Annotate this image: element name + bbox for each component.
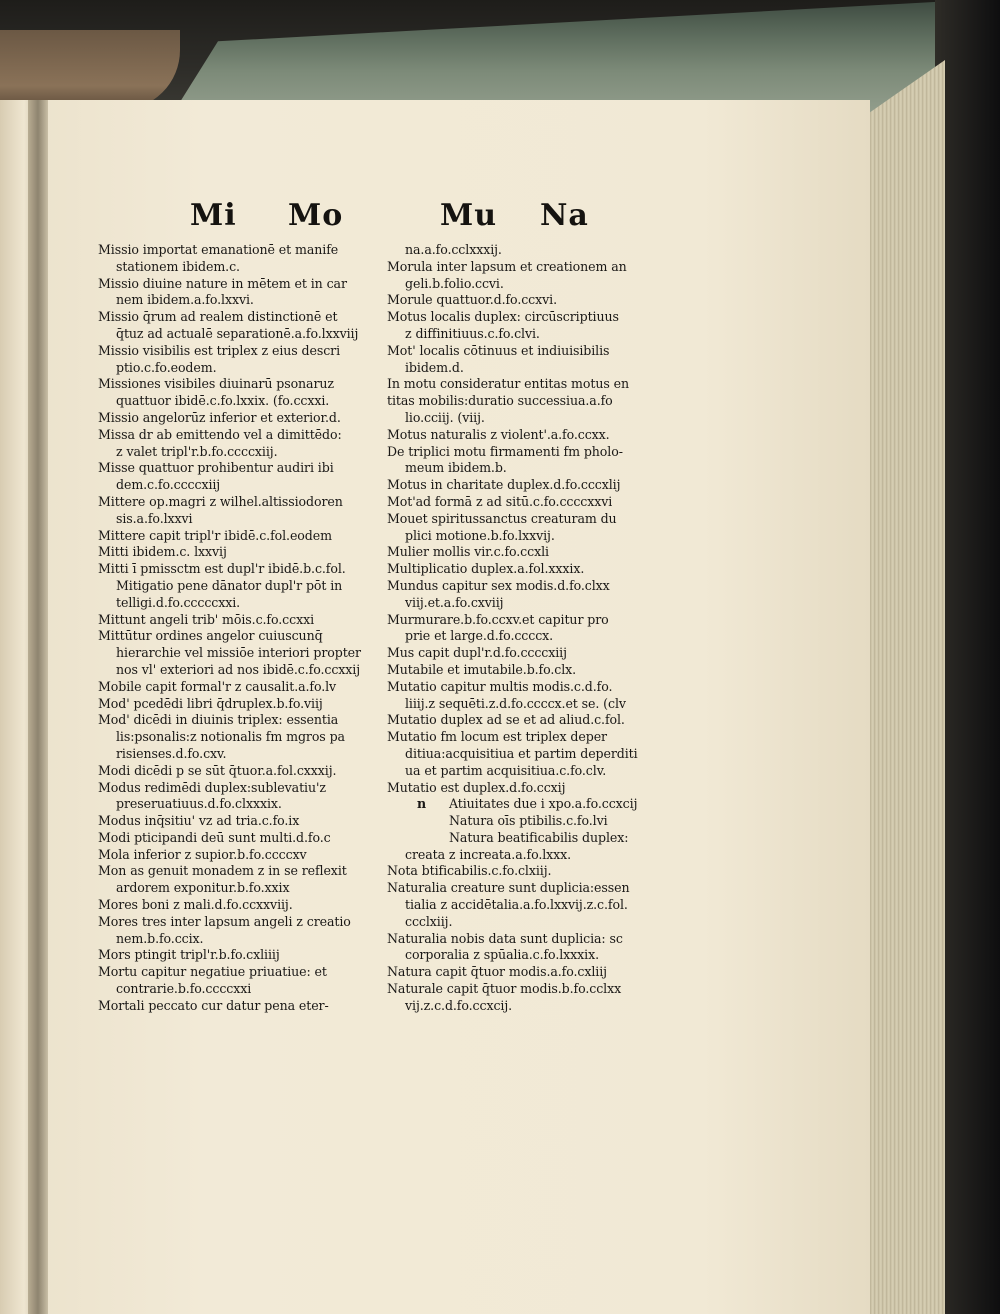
text-line: meum ibidem.b.: [405, 460, 507, 476]
headline-word-4: Na: [540, 198, 589, 233]
text-line: hierarchie vel missiōe interiori propter: [116, 645, 361, 661]
text-line: ptio.c.fo.eodem.: [116, 359, 217, 375]
text-line: Nota btificabilis.c.fo.clxiij.: [387, 863, 552, 879]
headline-word-2: Mo: [288, 198, 344, 233]
text-line: corporalia z spūalia.c.fo.lxxxix.: [405, 947, 599, 963]
text-line: z valet tripl'r.b.fo.ccccxiij.: [116, 443, 278, 459]
text-line: ditiua:acquisitiua et partim deperditi: [405, 745, 638, 761]
headline-word-1: Mi: [190, 198, 237, 233]
text-line: Mortali peccato cur datur pena eter-: [98, 997, 329, 1013]
text-line: Natura capit q̄tuor modis.a.fo.cxliij: [387, 964, 607, 980]
text-line: Multiplicatio duplex.a.fol.xxxix.: [387, 561, 585, 577]
text-line: lis:psonalis:z notionalis fm mgros pa: [116, 729, 345, 745]
text-line: Missio visibilis est triplex z eius descri: [98, 342, 341, 358]
text-line: Naturale capit q̄tuor modis.b.fo.cclxx: [387, 981, 622, 997]
gutter-fold: [28, 100, 48, 1314]
text-line: Mulier mollis vir.c.fo.ccxli: [387, 544, 549, 560]
text-line: Mittere capit tripl'r ibidē.c.fol.eodem: [98, 527, 332, 543]
text-line: Mutatio fm locum est triplex deper: [387, 729, 607, 745]
text-line: contrarie.b.fo.ccccxxi: [116, 981, 252, 997]
text-line: na.a.fo.cclxxxij.: [405, 242, 502, 257]
text-line: nem ibidem.a.fo.lxxvi.: [116, 292, 254, 308]
text-line: quattuor ibidē.c.fo.lxxix. (fo.ccxxi.: [116, 393, 330, 409]
text-line: Missio angelorūz inferior et exterior.d.: [98, 409, 341, 425]
text-line: z diffinitiuus.c.fo.clvi.: [405, 325, 540, 341]
text-line: Motus naturalis z violent'.a.fo.ccxx.: [387, 426, 610, 442]
text-line: risienses.d.fo.cxv.: [116, 745, 227, 761]
text-line: tialia z accidētalia.a.fo.lxxvij.z.c.fol.: [405, 897, 628, 913]
left-text-column: [98, 242, 388, 1015]
text-line: Mundus capitur sex modis.d.fo.clxx: [387, 577, 610, 593]
text-line: dem.c.fo.ccccxiij: [116, 477, 221, 493]
text-line: Mitigatio pene dānator dupl'r pōt in: [116, 577, 343, 593]
text-line: Mon as genuit monadem z in se reflexit: [98, 863, 347, 879]
text-line: Mortu capitur negatiue priuatiue: et: [98, 964, 327, 980]
section-marker: n: [417, 796, 427, 812]
text-line: Murmurare.b.fo.ccxv.et capitur pro: [387, 611, 609, 627]
text-line: Mutatio duplex ad se et ad aliud.c.fol.: [387, 712, 625, 728]
text-line: Natura oīs ptibilis.c.fo.lvi: [449, 813, 608, 829]
text-line: Mitti ibidem.c. lxxvij: [98, 544, 227, 560]
text-line: [387, 796, 687, 813]
text-line: Mutatio capitur multis modis.c.d.fo.: [387, 678, 613, 694]
text-line: titas mobilis:duratio successiua.a.fo: [387, 393, 613, 409]
text-line: Missio diuine nature in mētem et in car: [98, 275, 347, 291]
text-line: Misse quattuor prohibentur audiri ibi: [98, 460, 334, 476]
text-line: Mittūtur ordines angelor cuiuscunq̄: [98, 628, 323, 644]
text-line: ibidem.d.: [405, 359, 464, 375]
text-line: Mores boni z mali.d.fo.ccxxviij.: [98, 897, 293, 913]
text-line: Missiones visibiles diuinarū psonaruz: [98, 376, 334, 392]
text-line: plici motione.b.fo.lxxvij.: [405, 527, 555, 543]
text-line: ccclxiij.: [405, 913, 453, 929]
text-line: Missa dr ab emittendo vel a dimittēdo:: [98, 426, 342, 442]
text-line: Mittere op.magri z wilhel.altissiodoren: [98, 493, 343, 509]
text-line: Modus inq̄sitiu' vz ad tria.c.fo.ix: [98, 813, 300, 829]
headline-word-3: Mu: [440, 198, 498, 233]
text-line: Naturalia creature sunt duplicia:essen: [387, 880, 630, 896]
text-line: viij.et.a.fo.cxviij: [405, 594, 504, 610]
text-line: Mitti ī pmissctm est dupl'r ibidē.b.c.fol.: [98, 561, 346, 577]
text-line: geli.b.folio.ccvi.: [405, 275, 504, 291]
text-line: Mot'ad formā z ad sitū.c.fo.ccccxxvi: [387, 493, 613, 509]
running-headline: [190, 198, 610, 238]
text-line: Mod' pcedēdi libri q̄druplex.b.fo.viij: [98, 695, 323, 711]
text-line: Modus redimēdi duplex:sublevatiu'z: [98, 779, 326, 795]
text-line: Mod' dicēdi in diuinis triplex: essentia: [98, 712, 339, 728]
text-line: Mutatio est duplex.d.fo.ccxij: [387, 779, 566, 795]
text-line: Missio importat emanationē et manife: [98, 242, 339, 257]
text-line: Mouet spiritussanctus creaturam du: [387, 510, 617, 526]
text-line: nem.b.fo.ccix.: [116, 930, 204, 946]
text-line: Mus capit dupl'r.d.fo.ccccxiij: [387, 645, 567, 661]
text-line: Mittunt angeli trib' mōis.c.fo.ccxxi: [98, 611, 314, 627]
text-line: liiij.z sequēti.z.d.fo.ccccx.et se. (clv: [405, 695, 626, 711]
text-line: Modi pticipandi deū sunt multi.d.fo.c: [98, 829, 331, 845]
text-line: vij.z.c.d.fo.ccxcij.: [405, 997, 513, 1013]
text-line: ardorem exponitur.b.fo.xxix: [116, 880, 290, 896]
binding-strap: [0, 30, 180, 110]
text-line: telligi.d.fo.cccccxxi.: [116, 594, 241, 610]
text-line: Mutabile et imutabile.b.fo.clx.: [387, 661, 577, 677]
text-line: Missio q̄rum ad realem distinctionē et: [98, 309, 338, 325]
text-line: Mola inferior z supior.b.fo.ccccxv: [98, 846, 307, 862]
text-line: Motus localis duplex: circūscriptiuus: [387, 309, 619, 325]
text-line: Natura beatificabilis duplex:: [449, 829, 629, 845]
text-line: creata z increata.a.fo.lxxx.: [405, 846, 572, 862]
text-line: Morula inter lapsum et creationem an: [387, 258, 627, 274]
text-line: Motus in charitate duplex.d.fo.cccxlij: [387, 477, 621, 493]
text-line: Morule quattuor.d.fo.ccxvi.: [387, 292, 557, 308]
text-line: nos vl' exteriori ad nos ibidē.c.fo.ccxxij: [116, 661, 361, 677]
text-line: De triplici motu firmamenti fm pholo-: [387, 443, 623, 459]
text-line-content: Atiuitates due i xpo.a.fo.ccxcij: [449, 796, 638, 812]
text-line: Mot' localis cōtinuus et indiuisibilis: [387, 342, 610, 358]
text-line: lio.cciij. (viij.: [405, 409, 485, 425]
text-line: preseruatiuus.d.fo.clxxxix.: [116, 796, 282, 812]
text-line: prie et large.d.fo.ccccx.: [405, 628, 554, 644]
text-line: ua et partim acquisitiua.c.fo.clv.: [405, 762, 607, 778]
text-line: Mores tres inter lapsum angeli z creatio: [98, 913, 351, 929]
text-line: In motu consideratur entitas motus en: [387, 376, 629, 392]
text-line: sis.a.fo.lxxvi: [116, 510, 193, 526]
text-line: Mobile capit formal'r z causalit.a.fo.lv: [98, 678, 337, 694]
text-line: Mors ptingit tripl'r.b.fo.cxliiij: [98, 947, 280, 963]
text-line: stationem ibidem.c.: [116, 258, 240, 274]
text-line: Modi dicēdi p se sūt q̄tuor.a.fol.cxxxij.: [98, 762, 337, 778]
right-text-column: [387, 242, 687, 1015]
text-line: Naturalia nobis data sunt duplicia: sc: [387, 930, 623, 946]
text-line: q̄tuz ad actualē separationē.a.fo.lxxviij: [116, 325, 359, 341]
